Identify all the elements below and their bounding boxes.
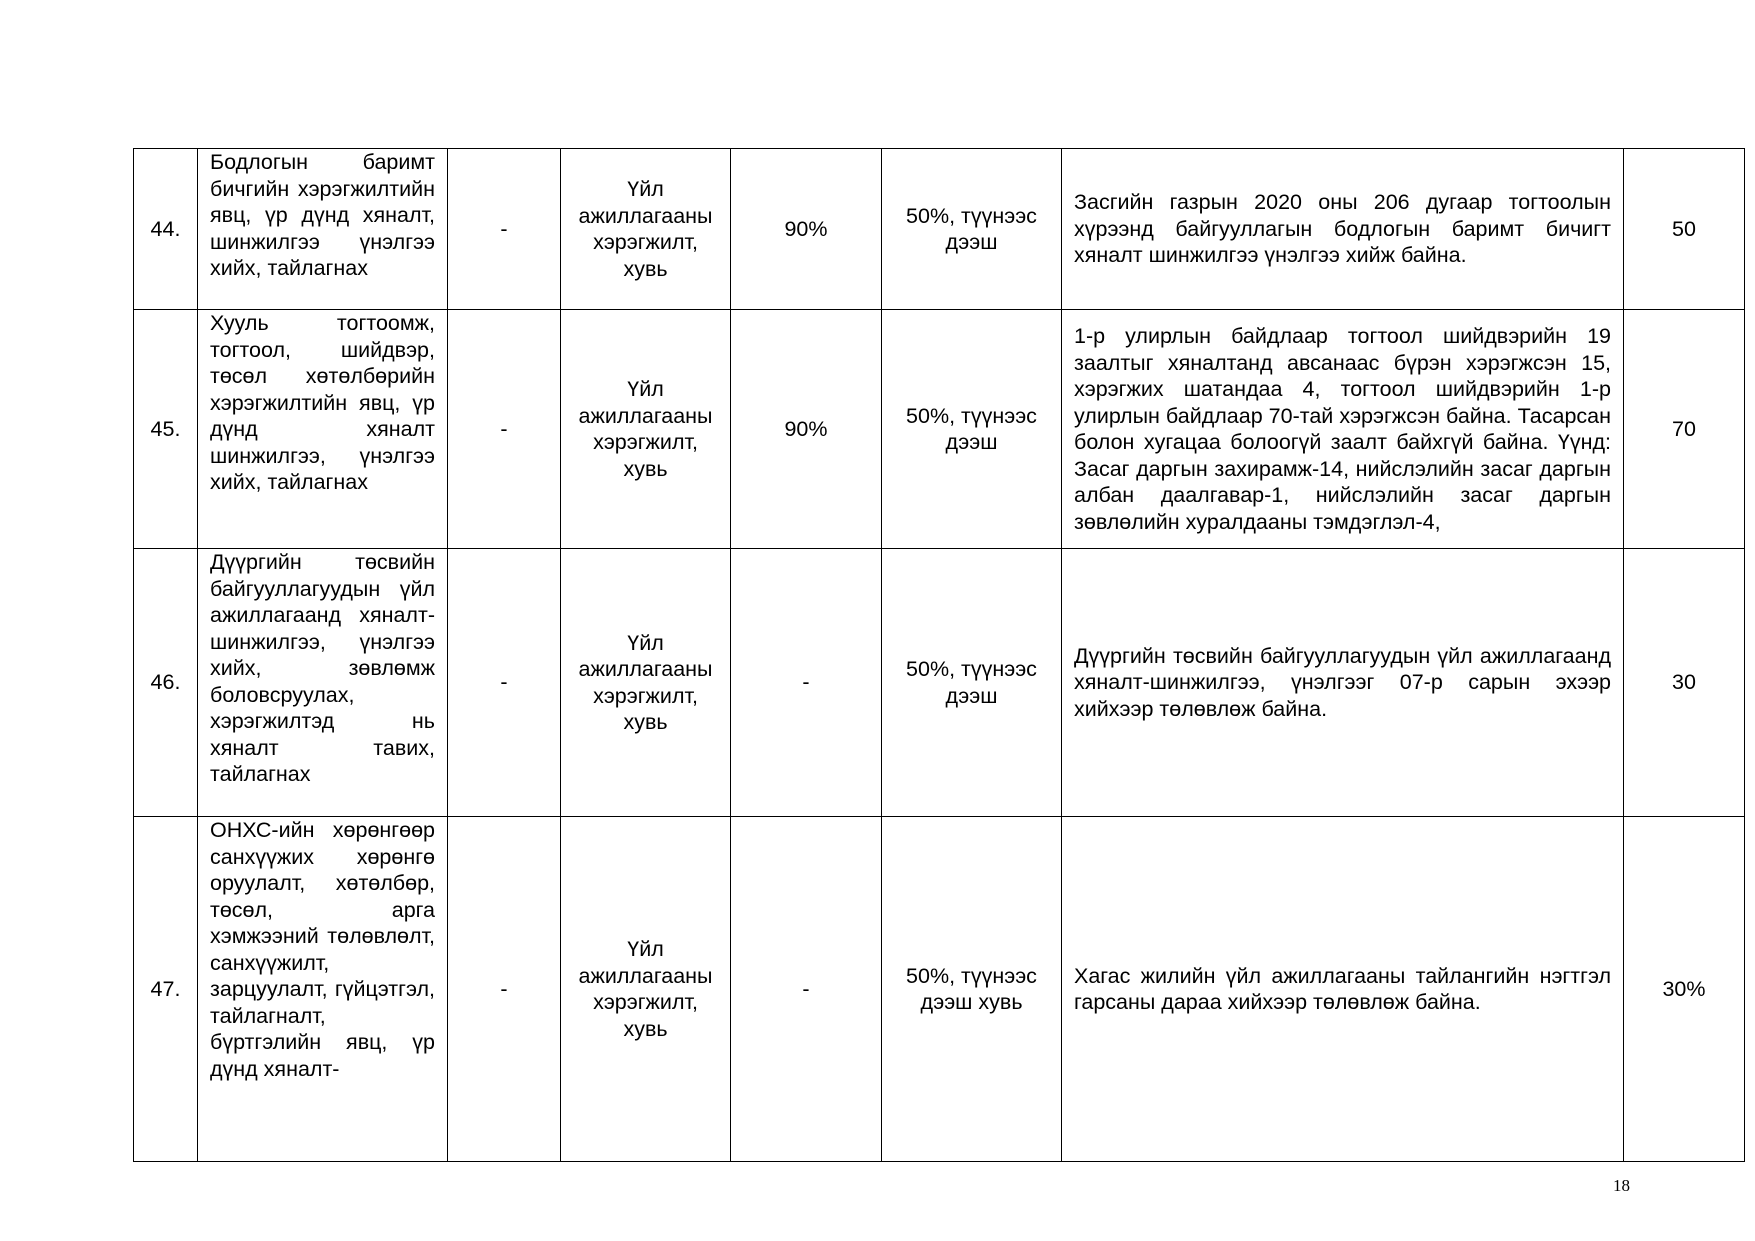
indicator-cell: Үйл ажиллагааны хэрэгжилт, хувь <box>561 549 731 817</box>
baseline-cell: - <box>731 549 882 817</box>
indicator-cell: Үйл ажиллагааны хэрэгжилт, хувь <box>561 149 731 310</box>
score-cell: 50 <box>1624 149 1745 310</box>
indicator-cell: Үйл ажиллагааны хэрэгжилт, хувь <box>561 310 731 549</box>
activity-description: Бодлогын баримт бичгийн хэрэгжилтийн явц, үр дүнд хяналт, шинжилгээ үнэлгээ хийх, тайлагнах <box>198 149 448 310</box>
score-cell: 30% <box>1624 817 1745 1162</box>
baseline-cell: 90% <box>731 310 882 549</box>
score-cell: 70 <box>1624 310 1745 549</box>
empty-cell: - <box>448 817 561 1162</box>
baseline-cell: 90% <box>731 149 882 310</box>
score-cell: 30 <box>1624 549 1745 817</box>
activity-description: Дүүргийн төсвийн байгууллагуудын үйл ажиллагаанд хяналт-шинжилгээ, үнэлгээ хийх, зөвлөмж боловсруулах, хэрэгжилтэд нь хяналт тавих, тайлагнах <box>198 549 448 817</box>
report-table <box>133 148 1745 1162</box>
page-number: 18 <box>1613 1176 1630 1195</box>
target-cell: 50%, түүнээс дээш <box>882 549 1062 817</box>
target-cell: 50%, түүнээс дээш <box>882 310 1062 549</box>
row-number: 45. <box>134 310 198 549</box>
empty-cell: - <box>448 310 561 549</box>
status-cell: 1-р улирлын байдлаар тогтоол шийдвэрийн 19 заалтыг хяналтанд авсанаас бүрэн хэрэгжсэн 15, хэрэгжих шатандаа 4, тогтоол шийдвэрийн 1-р улирлын байдлаар 70-тай хэрэгжсэн байна. Тасарсан болон хугацаа болоогүй заалт байхгүй байна. Үүнд: Засаг даргын захирамж-14, нийслэлийн засаг даргын албан даалгавар-1, нийслэлийн засаг даргын зөвлөлийн хуралдааны тэмдэглэл-4, <box>1062 310 1624 549</box>
table-row <box>134 817 1745 1162</box>
row-number: 46. <box>134 549 198 817</box>
target-cell: 50%, түүнээс дээш <box>882 149 1062 310</box>
table-row <box>134 310 1745 549</box>
status-cell: Хагас жилийн үйл ажиллагааны тайлангийн нэгтгэл гарсаны дараа хийхээр төлөвлөж байна. <box>1062 817 1624 1162</box>
row-number: 47. <box>134 817 198 1162</box>
table-row <box>134 149 1745 310</box>
status-cell: Засгийн газрын 2020 оны 206 дугаар тогтоолын хүрээнд байгууллагын бодлогын баримт бичигт хяналт шинжилгээ үнэлгээ хийж байна. <box>1062 149 1624 310</box>
baseline-cell: - <box>731 817 882 1162</box>
status-cell: Дүүргийн төсвийн байгууллагуудын үйл ажиллагаанд хяналт-шинжилгээ, үнэлгээг 07-р сарын эхээр хийхээр төлөвлөж байна. <box>1062 549 1624 817</box>
empty-cell: - <box>448 149 561 310</box>
table-row <box>134 549 1745 817</box>
row-number: 44. <box>134 149 198 310</box>
activity-description: Хууль тогтоомж, тогтоол, шийдвэр, төсөл хөтөлбөрийн хэрэгжилтийн явц, үр дүнд хяналт шинжилгээ, үнэлгээ хийх, тайлагнах <box>198 310 448 549</box>
empty-cell: - <box>448 549 561 817</box>
indicator-cell: Үйл ажиллагааны хэрэгжилт, хувь <box>561 817 731 1162</box>
activity-description: ОНХС-ийн хөрөнгөөр санхүүжих хөрөнгө оруулалт, хөтөлбөр, төсөл, арга хэмжээний төлөвлөлт, санхүүжилт, зарцуулалт, гүйцэтгэл, тайлагналт, бүртгэлийн явц, үр дүнд хяналт- <box>198 817 448 1162</box>
target-cell: 50%, түүнээс дээш хувь <box>882 817 1062 1162</box>
